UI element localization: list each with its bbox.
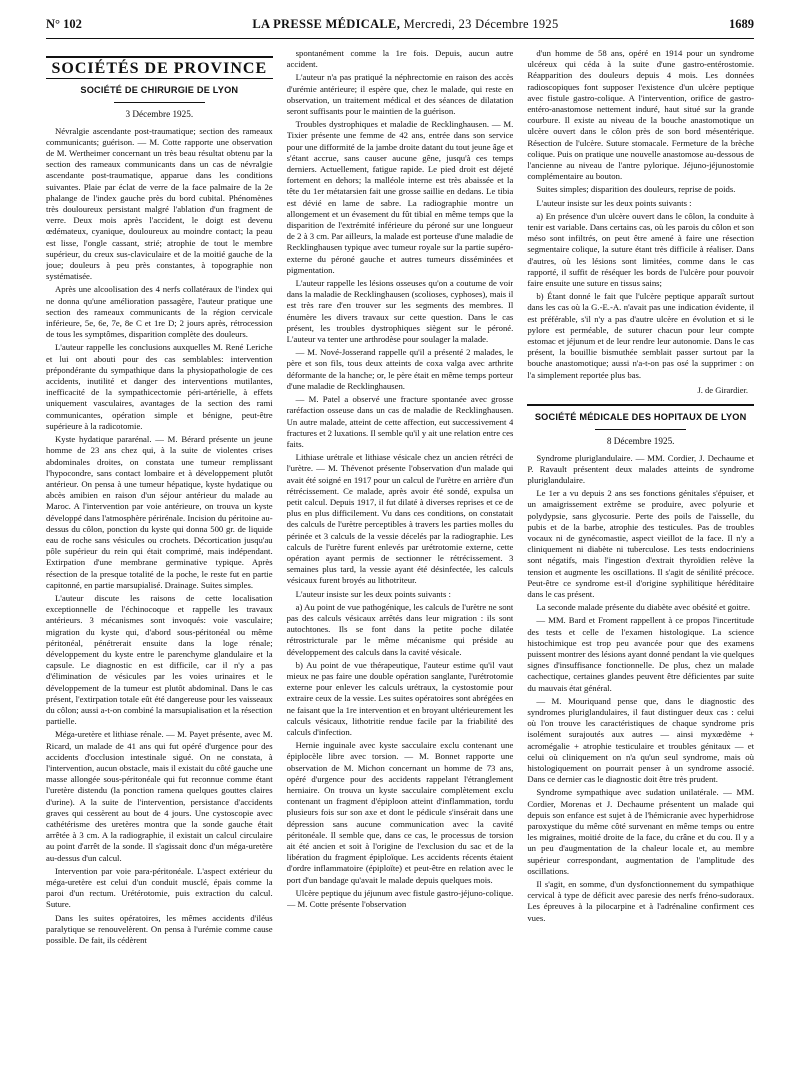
journal-header — [252, 17, 558, 32]
paragraph: Après une alcoolisation des 4 nerfs collatéraux de l'index qui ne donna qu'une amélioration passagère, l'auteur pratique une section des rameaux communicants de la région cervicale inférieure, 5e, 6e, 7e, 8e C et 1re D; 2 jours après, rétrocession de tous les symptômes, disparition complète des douleurs. — [46, 284, 273, 340]
paragraph: Dans les suites opératoires, les mêmes accidents d'iléus paralytique se renouvelèrent. On pensa à l'urémie comme cause possible. De fait, ils cédèrent — [46, 912, 273, 946]
paragraph: La seconde malade présente du diabète avec obésité et goitre. — [536, 602, 751, 613]
paragraph: Lithiase urétrale et lithiase vésicale chez un ancien rétréci de l'urètre. — M. Thévenot présente l'observation d'un malade qui avait été soigné en 1917 pour un calcul de l'urètre en arrière d'un rétrécissement. Ce malade, après avoir été sondé, expulsa un petit calcul. Depuis 1917, il fut dilaté à diverses reprises et ce de plus en plus difficilement. Vu dans ces conditions, on constatait des calculs de l'urètre perceptibles à travers les parties molles du périnée et 3 calculs de la vessie décelés par la radiographie. Les calculs de l'urètre furent enlevés par urétrotomie externe, cette opération ayant permis de sectionner le rétrécissement. 3 semaines plus tard, la vessie ayant été désinfectée, les calculs vésicaux furent broyés au lithotriteur. — [286, 452, 514, 586]
paragraph: L'auteur rappelle les lésions osseuses qu'on a coutume de voir dans la maladie de Recklinghausen (scolioses, cyphoses), mais il est très rare d'en trouver sur les segments des membres. Il énumère les divers travaux sur cette question. Dans le cas présent, les troubles dystrophiques siègent sur le péroné. L'auteur va tenter une arthrodèse pour soulager la malade. — [286, 278, 514, 345]
paragraph: spontanément comme la 1re fois. Depuis, aucun autre accident. — [286, 48, 514, 70]
paragraph: — M. Mouriquand pense que, dans le diagnostic des syndromes pluriglandulaires, il faut distinguer deux cas : celui où l'on trouve les caractéristiques de chaque syndrome pris isolément surajoutés aux autres — ainsi myxœdème + acromégalie + atrophie testiculaire et troubles génitaux — et celui où cliniquement on n'a qu'un seul syndrome, mais où histologiquement on pourrait penser à un syndrome associé. Dans ce dernier cas le diagnostic doit être très prudent. — [527, 695, 754, 785]
divider — [114, 102, 205, 103]
paragraph: L'auteur insiste sur les deux points suivants : — [295, 588, 451, 599]
paragraph: Ulcère peptique du jéjunum avec fistule gastro-jéjuno-colique. — M. Cotte présente l'observation — [286, 887, 514, 910]
column-2 — [287, 48, 514, 1066]
paragraph: d'un homme de 58 ans, opéré en 1914 pour un syndrome ulcéreux qui céda à la suite d'une gastro-entérostomie. Réapparition des douleurs depuis 4 mois. Les données radioscopiques font supposer l'existence d'un ulcère peptique avec fistule gastro-colique. A l'intervention, orifice de gastro-entéro-anastomose nettement induré, haut situé sur la grande courbure. Il existe au niveau de la bouche anastomotique un ulcère ouvert dans le côlon près de son bord mésentérique. Résection de l'ulcère. Suture stomacale. Fermeture de la brèche colique. Puis on pratique une nouvelle anastomose au-dessous de l'ancienne au niveau de l'antre pylorique. Jéjuno-jéjunostomie complémentaire au bouton. — [527, 48, 754, 182]
paragraph: Syndrome pluriglandulaire. — MM. Cordier, J. Dechaume et P. Ravault présentent deux malades atteints de syndrome pluriglandulaire. — [527, 452, 754, 485]
divider — [527, 404, 754, 406]
journal-title: LA PRESSE MÉDICALE, — [252, 16, 401, 31]
page-number-left: N° 102 — [46, 16, 82, 31]
paragraph: Il s'agit, en somme, d'un dysfonctionnement du sympathique cervical à type de déficit avec paresie des nerfs fréno-sudoraux. Les épreuves à la pilocarpine et à l'adrénaline confirment ces vues. — [527, 879, 754, 923]
paragraph: — MM. Bard et Froment rappellent à ce propos l'incertitude des tests et celle de l'examen histologique. La science histochimique est trop peu avancée pour que des examens puissent montrer des lésions ayant donné pendant la vie quelques signes d'insuffisance fonctionnelle. De plus, chez un malade cachectique, certaines glandes peuvent être déficientes par suite du mauvais état général. — [527, 615, 754, 693]
paragraph: L'auteur n'a pas pratiqué la néphrectomie en raison des accès d'urémie antérieure; il espère que, chez le malade, qui reste en observation, un traitement médical et des séances de dilatation seront suffisants pour le maintien de la guérison. — [286, 72, 514, 117]
paragraph: Névralgie ascendante post-traumatique; section des rameaux communicants; guérison. — M. Cotte rapporte une observation de M. Wertheimer concernant un très beau résultat obtenu par la section des rameaux communicants dans un cas de névralgie ascendante post-traumatique, apparue dans les conditions suivantes. Plaie par éclat de verre de la face palmaire de la 2e phalange de l'index gauche près du bord cubital. Phénomènes très douloureux persistant malgré l'ablation d'un fragment de verre. Deux mois après l'accident, le doigt est devenu œdémateux, cyanique, douloureux au moindre contact; la peau est lisse, l'ongle cassant, strié; atrophie de tout le membre supérieur, du creux sus-claviculaire et de la moitié gauche de la joue; douleurs à peu près constantes, à topographie non systématisée. — [46, 125, 273, 282]
paragraph: Intervention par voie para-péritonéale. L'aspect extérieur du méga-uretère est celui d'un conduit musclé, épais comme la paroi d'un rectum. Urétérotomie, puis extraction du calcul. Suture. — [46, 865, 273, 910]
paragraph: — M. Nové-Josserand rappelle qu'il a présenté 2 malades, le père et son fils, tous deux atteints de coxa valga avec arthrite déformante de la hanche; or, le père était en même temps porteur d'une maladie de Recklinghausen. — [286, 347, 514, 391]
paragraph: Méga-uretère et lithiase rénale. — M. Payet présente, avec M. Ricard, un malade de 41 ans qui fut opéré d'urgence pour des accidents d'occlusion intestinale sigué. On ne constata, à l'intervention, aucun obstacle, mais il existait du côté gauche une masse allongée sous-péritonéale qui fut reconnue comme étant l'uretère distendu (la ponction ramena quelques gouttes claires d'urine). A la suite de l'intervention, persistance d'accidents graves qui cessèrent au bout de 4 jours. Une cystoscopie avec cathétérisme des uretères montra que la sonde gauche était arrêtée à 3 cm. A la radiographie, il existait un calcul circulaire au point d'arrêt de la sonde. Il s'agissait donc d'un méga-uretère au-dessus d'un calcul. — [46, 729, 273, 863]
column-3-text-top — [527, 48, 754, 381]
column-2-text — [287, 48, 514, 910]
paragraph: Hernie inguinale avec kyste sacculaire exclu contenant une épiplocèle libre avec torsion. — M. Bonnet rapporte une observation de M. Michon concernant un homme de 73 ans, opéré d'urgence pour des accidents rappelant l'étranglement herniaire. On trouva un kyste sacculaire complètement exclu contenant un fragment d'épiploon atteint d'inflammation, tordu plusieurs fois sur son axe et dont le pédicule s'insérait dans une dépression sans aucune communication avec la cavité péritonéale. Il semble que, dans ce cas, le processus de torsion ait été ancien et soit à l'origine de l'exclusion du sac et de la libération du fragment épiploïque. Les accidents récents étaient d'ordre inflammatoire (épiploïte) et peut-être en relation avec le port d'un bandage qu'avait le malade depuis quelques mois. — [286, 740, 514, 885]
paragraph: a) Au point de vue pathogénique, les calculs de l'urètre ne sont pas des calculs vésicaux arrêtés dans leur migration : ils sont autochtones. Ils se font dans la petite poche dilatée rétrostricturale par le même mécanisme qui préside au développement des calculs dans la cavité vésicale. — [286, 601, 514, 657]
paragraph: Suites simples; disparition des douleurs, reprise de poids. — [536, 184, 736, 195]
paragraph: Kyste hydatique pararénal. — M. Bérard présente un jeune homme de 23 ans chez qui, à la suite de violentes crises abdominales droites, on constata une tumeur remplissant l'hypocondre, sans contact lombaire et à développement plutôt antérieur. On pensa à une tumeur hépatique, kyste hydatique ou abcès amibien en raison d'un séjour antérieur du malade au Maroc. A l'intervention par voie antérieure, on trouva un kyste développé dans l'atmosphère périrénale. Incision du péritoine au-dessus du côlon, ponction du kyste qui donna 500 gr. de liquide eau de roche sans vésicules ou crochets. Décortication jusqu'au pôle supérieur du rein qui était comprimé, mais indépendant. Extirpation d'une membrane germinative typique. Après résection de la presque totalité de la poche, le reste fut en partie capitonné, en partie marsupialisé. Drainage. Suites simples. — [46, 434, 273, 590]
society-title: SOCIÉTÉ DE CHIRURGIE DE LYON — [80, 85, 239, 96]
author-signature: J. de Girardier. — [697, 384, 748, 395]
paragraph: Le 1er a vu depuis 2 ans ses fonctions génitales s'épuiser, et un amaigrissement extrême se produire, avec polyurie et polydypsie, sans glycosurie. Perte des poils de l'aisselle, du pubis et de la barbe, atrophie des testicules. Pas de troubles vocaux ni de gynécomastie, aspect vieillot de la face. Il n'y a cliniquement ni diabète ni tuberculose. Les tests endocriniens sont négatifs, mais l'ingestion d'extrait thyroïdien relève la tension et augmente les oscillations. Il s'agit de sénilité précoce. Peut-être ce syndrome est-il d'origine syphilitique héréditaire dans le cas présent. — [527, 488, 754, 599]
paragraph: L'auteur discute les raisons de cette localisation exceptionnelle de l'échinocoque et rappelle les travaux antérieurs. 3 mécanismes sont invoqués: voie vasculaire; migration du kyste qui, d'abord sous-péritonéal ou même péritonéal, pénétrerait ensuite dans la loge rénale; développement du kyste entre le parenchyme glandulaire et la capsule. Le diagnostic en est difficile, car il n'y a pas d'élimination de vésicules par les voies urinaires et le développement de la tumeur est plutôt abdominal. Dans le cas présent, l'extirpation totale eût été dangereuse pour les vaisseaux du côlon; aussi a-t-on combiné la marsupialisation et la résection partielle. — [46, 592, 273, 727]
article-columns — [46, 48, 754, 1066]
paragraph: Syndrome sympathique avec sudation unilatérale. — MM. Cordier, Morenas et J. Dechaume présentent un malade qui depuis son enfance est sujet à de l'hémicranie avec hyperhidrose paroxystique du même côté survenant en même temps ou entre les migraines, moitié droite de la face, du crâne et du cou. Il y a un peu d'augmentation de la chaleur locale et, au membre supérieur correspondant, augmentation de l'amplitude des oscillations. — [527, 787, 754, 876]
paragraph: b) Étant donné le fait que l'ulcère peptique apparaît surtout dans les cas où la G.-E.-A. n'avait pas une indication évidente, il est préférable, s'il n'y a pas d'autre ulcère en évolution et si le pylore est perméable, de suturer chacun pour leur compte estomac et jéjunum et de leur rendre leur autonomie. Dans le cas présent, la bouillie bismuthée semblait passer surtout par la bouche anastomotique; aussi n'a-t-on pas osé la supprimer : on l'a simplement reportée plus bas. — [527, 291, 754, 380]
paragraph: a) En présence d'un ulcère ouvert dans le côlon, la conduite à tenir est variable. Dans certains cas, où les parois du côlon et son méso sont infiltrés, on peut être amené à faire une résection segmentaire colique, la suture étant très difficile à réaliser. Dans d'autres, où les lésions sont limitées, comme dans le cas rapporté, il suffit de réséquer les bords de l'ulcère pour pouvoir faire ensuite une suture en tissus sains; — [527, 210, 754, 289]
divider — [595, 429, 686, 430]
column-1 — [46, 48, 273, 1066]
paragraph: b) Au point de vue thérapeutique, l'auteur estime qu'il vaut mieux ne pas faire une double opération sanglante, l'urétrotomie externe pour enlever les calculs urétraux, la cystostomie pour extraire ceux de la vessie. Les suites opératoires sont abrégées en ne faisant que la 1re intervention et en broyant ultérieurement les calculs vésicaux, lithotritie rendue facile par la friabilité des calculs d'infection. — [286, 659, 514, 737]
society-title: SOCIÉTÉ MÉDICALE DES HOPITAUX DE LYON — [534, 412, 747, 423]
paragraph: L'auteur insiste sur les deux points suivants : — [536, 197, 692, 208]
column-3 — [527, 48, 754, 1066]
issue-date: Mercredi, 23 Décembre 1925 — [403, 16, 559, 31]
page-number-right: 1689 — [729, 16, 754, 31]
column-3-text-bottom — [527, 453, 754, 924]
page-header — [46, 14, 754, 39]
session-date: 8 Décembre 1925. — [606, 436, 675, 447]
paragraph: — M. Patel a observé une fracture spontanée avec grosse raréfaction osseuse dans un cas de maladie de Recklinghausen. Un autre malade, atteint de cette affection, eut successivement 4 fractures et 2 luxations. Il semble qu'il y ait une relation entre ces faits. — [286, 394, 514, 449]
paragraph: Troubles dystrophiques et maladie de Recklinghausen. — M. Tixier présente une femme de 42 ans, entrée dans son service pour une difformité de la jambe droite datant du tout jeune âge et s'étant accrue, sans causer aucune gêne, jusqu'à ces temps derniers. Actuellement, fatigue rapide. Le pied droit est déjeté fortement en dehors; la malléole interne est très abaissée et la tête du 1er métatarsien fait une grosse saillie en dedans. Le tibia est dévié en lame de sabre. La radiographie montre un allongement et un évasement du fût tibial en même temps que la disparition de l'extrémité inférieure du péroné sur une longueur de 2 à 3 cm. Par ailleurs, la malade est porteuse d'une maladie de Recklinghausen typique avec tumeur royale sur la partie supéro-externe du péroné gauche et autres tumeurs disséminées et pigmentation. — [286, 119, 514, 275]
column-1-text — [46, 126, 273, 947]
session-date: 3 Décembre 1925. — [125, 109, 194, 120]
paragraph: L'auteur rappelle les conclusions auxquelles M. René Leriche et lui ont abouti pour des cas semblables: intervention prépondérante du sympathique dans la physiopathologie de ces accidents, inutilité et danger des interventions mutilantes, inefficacité de la sympathicectomie péri-artérielle, à effets uniquement vasculaires, avantages de la section des rami communicantes, opération simple et bénigne, peut-être supérieure à la radicotomie. — [46, 342, 273, 431]
section-title: SOCIÉTÉS DE PROVINCE — [46, 56, 273, 79]
